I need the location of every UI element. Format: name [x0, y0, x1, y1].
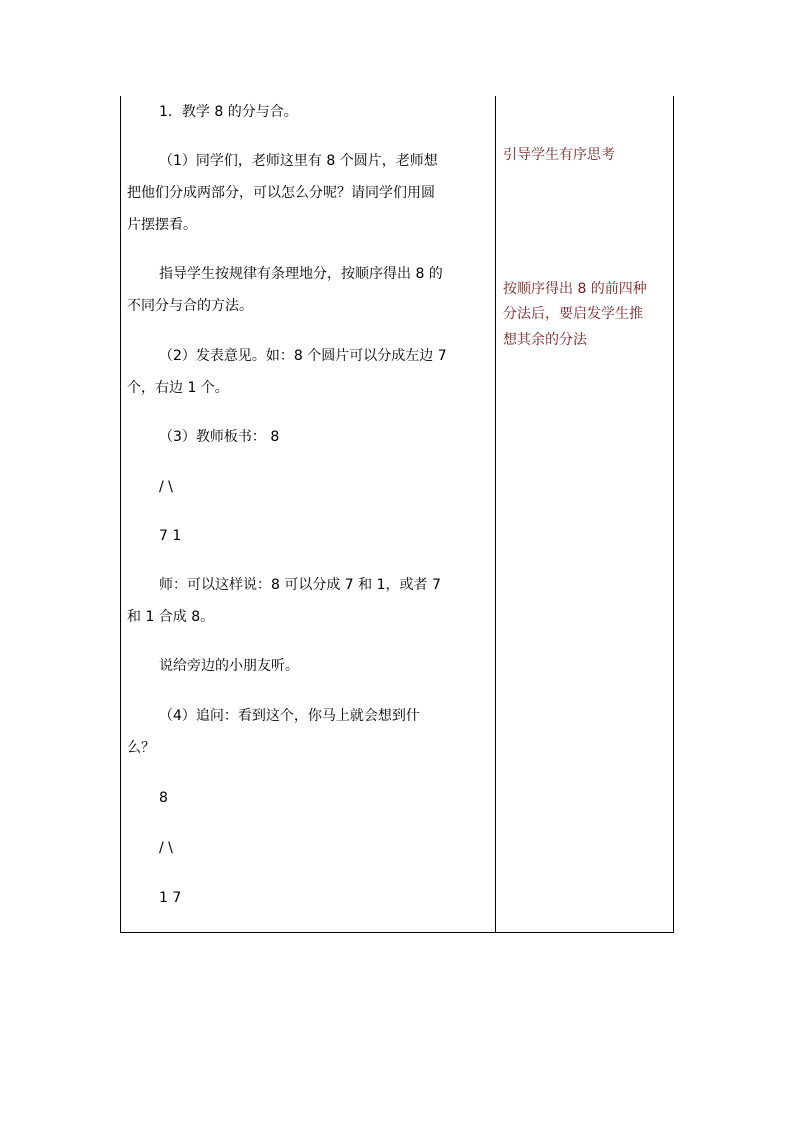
step4-text-line2: 么？ — [127, 740, 155, 756]
step4-text-line1: （4）追问：看到这个，你马上就会想到什 — [159, 708, 420, 724]
step1-text-line3: 片摆摆看。 — [127, 217, 197, 233]
note-line3: 想其余的分法 — [503, 332, 587, 348]
lesson-plan-table — [120, 96, 674, 933]
step1-text-line2: 把他们分成两部分，可以怎么分呢？请同学们用圆 — [127, 185, 435, 201]
diagram2-top: 8 — [159, 790, 168, 806]
teacher-text-line1: 师：可以这样说：8 可以分成 7 和 1，或者 7 — [159, 577, 441, 593]
note-ordered-thinking: 引导学生有序思考 — [503, 147, 615, 163]
teaching-process-cell — [121, 96, 496, 933]
step1-text-line1: （1）同学们，老师这里有 8 个圆片，老师想 — [159, 153, 438, 169]
note-line1: 按顺序得出 8 的前四种 — [503, 281, 647, 297]
table-row — [121, 96, 674, 933]
diagram1-parts: 7 1 — [159, 528, 182, 544]
step3-board-text: （3）教师板书： 8 — [159, 429, 280, 445]
tell-neighbor-text: 说给旁边的小朋友听。 — [159, 658, 299, 674]
design-intent-cell — [496, 96, 674, 933]
note-line2: 分法后，要启发学生推 — [503, 306, 643, 322]
diagram2-slashes: / \ — [159, 840, 173, 856]
guide-text-line2: 不同分与合的方法。 — [127, 298, 253, 314]
diagram2-parts: 1 7 — [159, 890, 182, 906]
step2-text-line1: （2）发表意见。如：8 个圆片可以分成左边 7 — [159, 348, 447, 364]
step2-text-line2: 个，右边 1 个。 — [127, 380, 229, 396]
guide-text-line1: 指导学生按规律有条理地分，按顺序得出 8 的 — [159, 266, 443, 282]
teacher-text-line2: 和 1 合成 8。 — [127, 609, 215, 625]
diagram1-slashes: / \ — [159, 479, 173, 495]
section-heading: 1．教学 8 的分与合。 — [159, 104, 298, 120]
